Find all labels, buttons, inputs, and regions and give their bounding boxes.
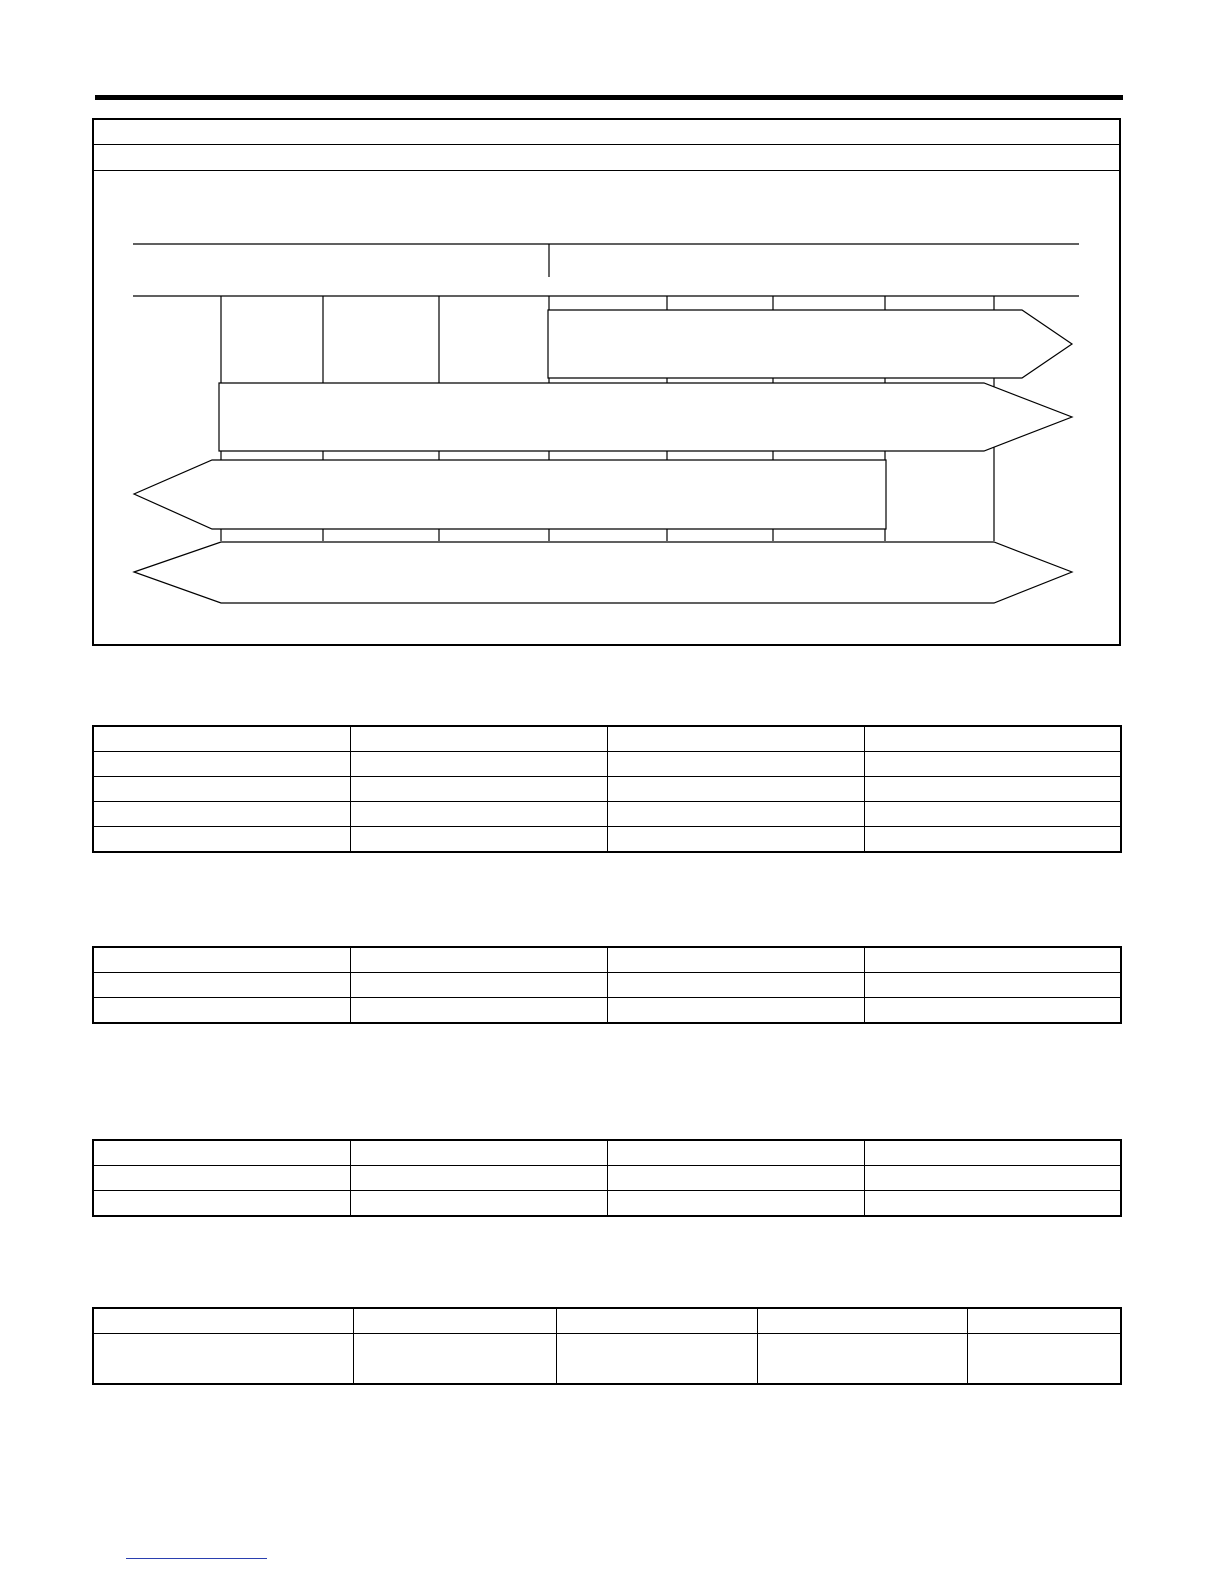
table-cell: [350, 802, 607, 827]
table-cell: [350, 827, 607, 853]
data-table-2: [92, 946, 1122, 1024]
table-cell: [757, 1308, 967, 1334]
arrow-1-right: [548, 310, 1072, 378]
data-table-3: [92, 1139, 1122, 1217]
table-cell: [93, 947, 350, 973]
table-row: [93, 973, 1121, 998]
table-row: [93, 1191, 1121, 1217]
footer-link-underline[interactable]: [126, 1558, 267, 1559]
table-header-row: [93, 1140, 1121, 1166]
table-cell: [350, 998, 607, 1024]
table-cell: [607, 973, 864, 998]
table-cell: [93, 802, 350, 827]
arrow-2-right: [219, 383, 1072, 451]
table-cell: [607, 827, 864, 853]
table-cell: [607, 1140, 864, 1166]
table-cell: [353, 1334, 556, 1385]
table-header-row: [93, 1308, 1121, 1334]
table-cell: [607, 752, 864, 777]
table-cell: [556, 1334, 757, 1385]
table-cell: [350, 1191, 607, 1217]
data-table-1: [92, 725, 1122, 853]
table-row: [93, 998, 1121, 1024]
table-row: [93, 1166, 1121, 1191]
table-cell: [864, 827, 1121, 853]
table-header-row: [93, 947, 1121, 973]
table-cell: [353, 1308, 556, 1334]
table-cell: [864, 752, 1121, 777]
table-cell: [350, 1140, 607, 1166]
table-row: [93, 802, 1121, 827]
table-cell: [864, 726, 1121, 752]
table-cell: [350, 973, 607, 998]
process-arrow-diagram: [0, 0, 1224, 660]
table-cell: [864, 998, 1121, 1024]
data-table-4: [92, 1307, 1122, 1385]
table-row: [93, 777, 1121, 802]
table-cell: [93, 973, 350, 998]
table-cell: [556, 1308, 757, 1334]
table-cell: [967, 1334, 1121, 1385]
table-cell: [607, 1191, 864, 1217]
table-cell: [350, 947, 607, 973]
table-cell: [350, 752, 607, 777]
table-cell: [864, 947, 1121, 973]
table-row: [93, 1334, 1121, 1385]
table-cell: [93, 752, 350, 777]
table-cell: [864, 1191, 1121, 1217]
table-row: [93, 827, 1121, 853]
table-cell: [864, 1140, 1121, 1166]
table-cell: [607, 777, 864, 802]
table-cell: [93, 1334, 353, 1385]
table-header-row: [93, 726, 1121, 752]
table-cell: [607, 947, 864, 973]
table-cell: [93, 777, 350, 802]
table-cell: [93, 1191, 350, 1217]
table-cell: [864, 802, 1121, 827]
table-cell: [93, 827, 350, 853]
arrow-4-double: [134, 542, 1072, 603]
table-cell: [864, 777, 1121, 802]
arrow-3-left: [134, 460, 886, 529]
table-cell: [93, 998, 350, 1024]
table-cell: [607, 998, 864, 1024]
table-cell: [93, 1308, 353, 1334]
table-cell: [93, 1140, 350, 1166]
table-cell: [93, 726, 350, 752]
table-cell: [864, 1166, 1121, 1191]
table-cell: [350, 1166, 607, 1191]
table-cell: [607, 726, 864, 752]
table-row: [93, 752, 1121, 777]
table-cell: [350, 777, 607, 802]
table-cell: [93, 1166, 350, 1191]
table-cell: [607, 802, 864, 827]
table-cell: [350, 726, 607, 752]
table-cell: [607, 1166, 864, 1191]
table-cell: [864, 973, 1121, 998]
table-cell: [967, 1308, 1121, 1334]
table-cell: [757, 1334, 967, 1385]
